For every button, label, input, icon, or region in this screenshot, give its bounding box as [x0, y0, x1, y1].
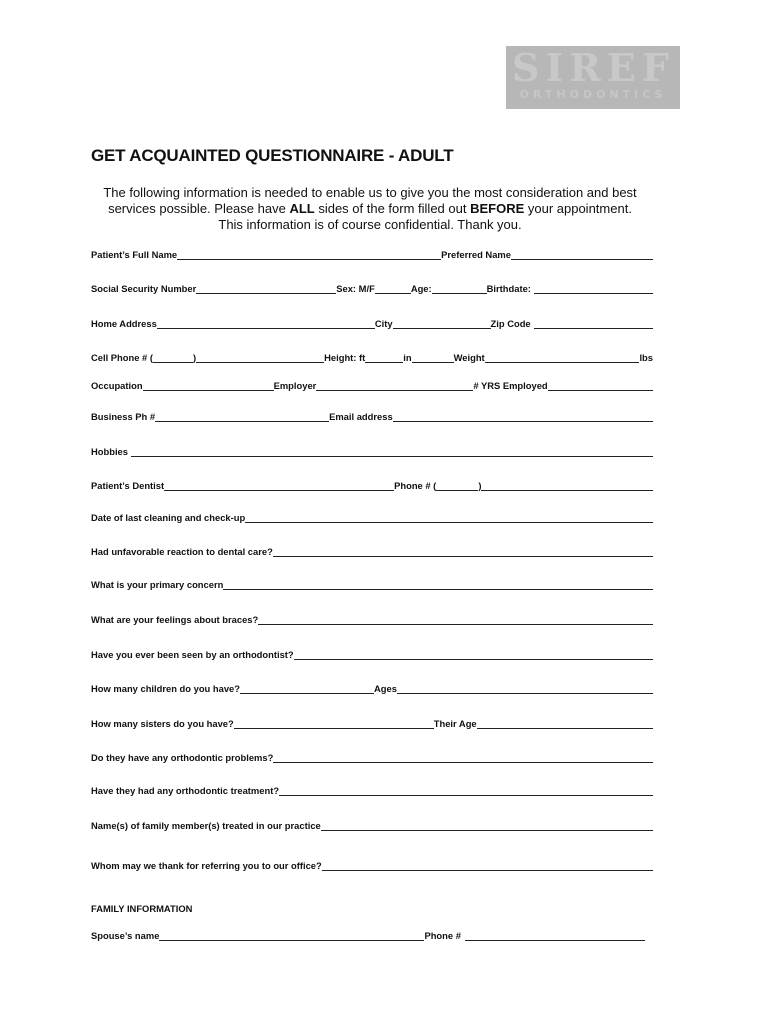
ssn-field[interactable] — [196, 282, 336, 294]
dentist-label: Patient’s Dentist — [91, 480, 165, 491]
intro-text: your appointment. — [524, 201, 632, 216]
preferred-name-field[interactable] — [511, 248, 653, 260]
row-ssn — [91, 280, 653, 294]
row-hobbies — [91, 443, 653, 457]
logo-subtitle: ORTHODONTICS — [519, 88, 667, 101]
intro-text: services possible. Please have — [108, 201, 290, 216]
reaction-label: Had unfavorable reaction to dental care? — [91, 546, 273, 557]
concern-label: What is your primary concern — [91, 579, 224, 590]
occupation-field[interactable] — [143, 379, 274, 391]
row-address — [91, 315, 653, 329]
sex-label: Sex: M/F — [336, 283, 375, 294]
intro-emphasis-all: ALL — [289, 201, 315, 216]
home-address-field[interactable] — [157, 317, 375, 329]
last-cleaning-field[interactable] — [245, 511, 653, 523]
row-cell-phone — [91, 349, 653, 363]
dentist-field[interactable] — [164, 479, 394, 491]
row-children — [91, 680, 653, 694]
dentist-phone-label: Phone # ( — [394, 480, 437, 491]
intro-text: sides of the form filled out — [314, 201, 471, 216]
referral-label: Whom may we thank for referring you to our office? — [91, 860, 322, 871]
row-family-treated — [91, 817, 653, 831]
ssn-label: Social Security Number — [91, 283, 197, 294]
intro-paragraph — [82, 185, 658, 233]
business-phone-label: Business Ph # — [91, 411, 156, 422]
row-seen-ortho — [91, 646, 653, 660]
concern-field[interactable] — [223, 578, 653, 590]
height-in-field[interactable] — [412, 351, 454, 363]
email-field[interactable] — [393, 410, 653, 422]
row-full-name — [91, 246, 653, 260]
ortho-treatment-label: Have they had any orthodontic treatment? — [91, 785, 280, 796]
row-occupation — [91, 377, 653, 391]
row-spouse — [91, 927, 645, 941]
cell-phone-label: Cell Phone # ( — [91, 352, 153, 363]
full-name-field[interactable] — [177, 248, 441, 260]
age-label: Age: — [410, 283, 432, 294]
practice-logo — [506, 46, 680, 109]
logo-wordmark: SIREF — [512, 46, 675, 90]
full-name-label: Patient’s Full Name — [91, 249, 178, 260]
reaction-field[interactable] — [273, 545, 653, 557]
intro-line-3: This information is of course confidential. Thank you. — [218, 217, 522, 232]
employer-label: Employer — [273, 380, 317, 391]
height-label: Height: ft — [324, 352, 366, 363]
intro-line-2 — [82, 201, 658, 217]
row-ortho-problems — [91, 749, 653, 763]
family-treated-label: Name(s) of family member(s) treated in our practice — [91, 820, 321, 831]
their-age-label: Their Age — [433, 718, 477, 729]
spouse-name-label: Spouse’s name — [91, 930, 160, 941]
dentist-area-code-field[interactable] — [436, 479, 478, 491]
sisters-field[interactable] — [234, 717, 434, 729]
ages-field[interactable] — [397, 682, 653, 694]
spouse-name-field[interactable] — [159, 929, 424, 941]
last-cleaning-label: Date of last cleaning and check-up — [91, 512, 246, 523]
family-information-heading: FAMILY INFORMATION — [91, 903, 193, 914]
employer-field[interactable] — [316, 379, 473, 391]
home-address-label: Home Address — [91, 318, 157, 329]
city-field[interactable] — [393, 317, 491, 329]
weight-label: Weight — [453, 352, 485, 363]
braces-field[interactable] — [258, 613, 653, 625]
intro-emphasis-before: BEFORE — [470, 201, 525, 216]
page-title: GET ACQUAINTED QUESTIONNAIRE - ADULT — [91, 146, 454, 165]
city-label: City — [374, 318, 393, 329]
business-phone-field[interactable] — [155, 410, 329, 422]
sisters-label: How many sisters do you have? — [91, 718, 234, 729]
birthdate-label: Birthdate: — [486, 283, 531, 294]
age-field[interactable] — [432, 282, 487, 294]
children-field[interactable] — [240, 682, 374, 694]
weight-field[interactable] — [485, 351, 640, 363]
spouse-phone-label: Phone # — [424, 930, 461, 941]
zip-field[interactable] — [534, 317, 653, 329]
cell-phone-field[interactable] — [196, 351, 324, 363]
yrs-employed-label: # YRS Employed — [473, 380, 548, 391]
row-business — [91, 408, 653, 422]
children-label: How many children do you have? — [91, 683, 240, 694]
birthdate-field[interactable] — [534, 282, 653, 294]
hobbies-field[interactable] — [131, 445, 653, 457]
their-age-field[interactable] — [477, 717, 653, 729]
row-concern — [91, 576, 653, 590]
dentist-paren-close: ) — [478, 480, 482, 491]
seen-ortho-field[interactable] — [294, 648, 653, 660]
row-reaction — [91, 543, 653, 557]
email-label: Email address — [329, 411, 393, 422]
intro-line-1: The following information is needed to enable us to give you the most consideration and best — [103, 185, 637, 200]
hobbies-label: Hobbies — [91, 446, 128, 457]
row-ortho-treatment — [91, 782, 653, 796]
height-in-label: in — [403, 352, 412, 363]
row-sisters — [91, 715, 653, 729]
lbs-label: lbs — [639, 352, 653, 363]
spouse-phone-field[interactable] — [465, 929, 645, 941]
row-last-cleaning — [91, 509, 653, 523]
ortho-problems-label: Do they have any orthodontic problems? — [91, 752, 274, 763]
cell-area-code-field[interactable] — [153, 351, 193, 363]
row-referral — [91, 857, 653, 871]
row-braces — [91, 611, 653, 625]
ortho-treatment-field[interactable] — [279, 784, 653, 796]
ortho-problems-field[interactable] — [273, 751, 653, 763]
family-treated-field[interactable] — [321, 819, 653, 831]
referral-field[interactable] — [322, 859, 653, 871]
preferred-name-label: Preferred Name — [441, 249, 511, 260]
dentist-phone-field[interactable] — [481, 479, 653, 491]
occupation-label: Occupation — [91, 380, 143, 391]
seen-ortho-label: Have you ever been seen by an orthodontist? — [91, 649, 294, 660]
yrs-employed-field[interactable] — [548, 379, 653, 391]
braces-label: What are your feelings about braces? — [91, 614, 259, 625]
zip-label: Zip Code — [490, 318, 531, 329]
height-ft-field[interactable] — [365, 351, 403, 363]
row-dentist — [91, 477, 653, 491]
ages-label: Ages — [373, 683, 397, 694]
cell-paren-close: ) — [193, 352, 197, 363]
sex-field[interactable] — [375, 282, 411, 294]
